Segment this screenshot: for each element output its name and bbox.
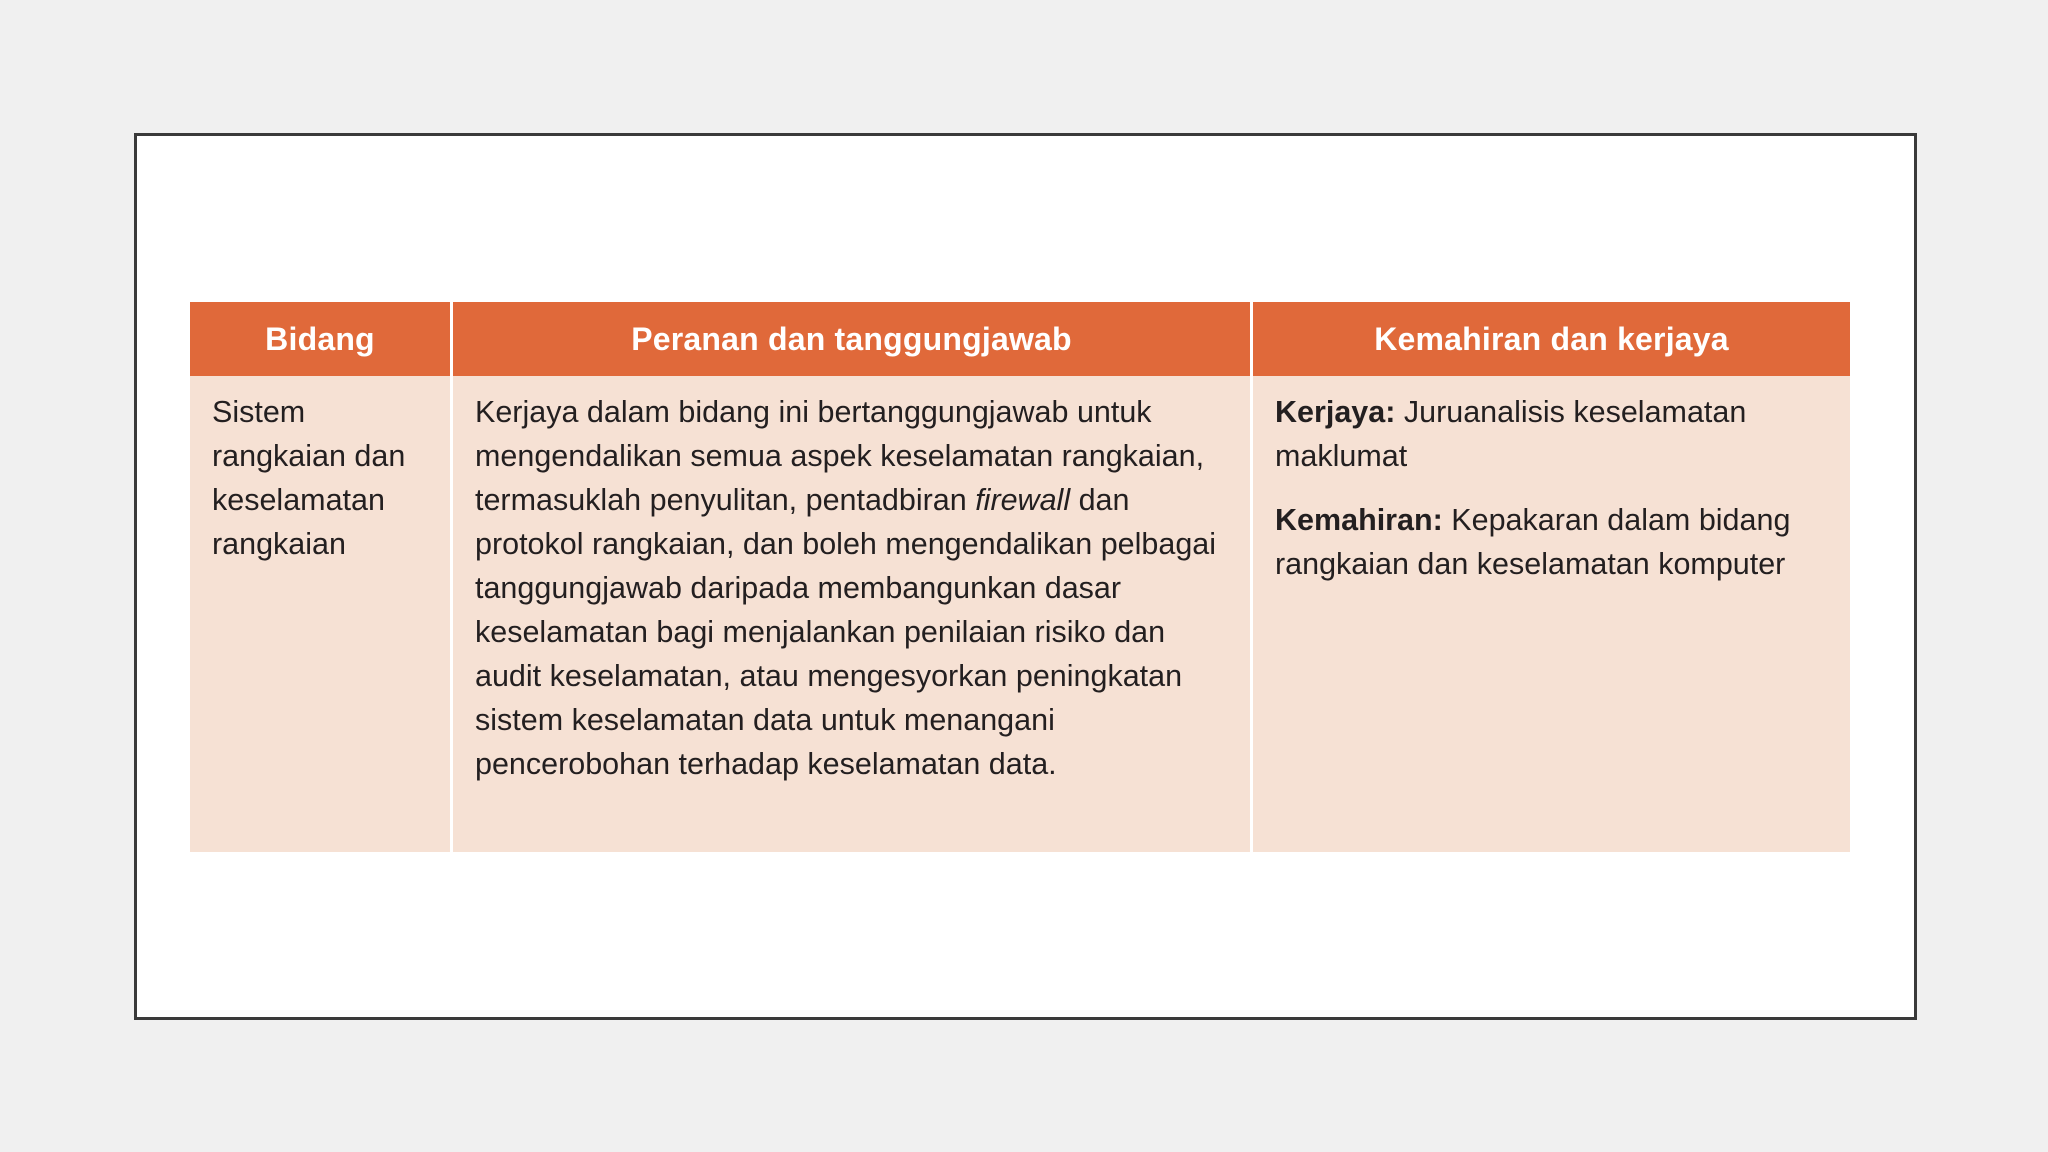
cell-bidang <box>190 376 450 852</box>
kemahiran-text: Kepakaran dalam bidang rangkaian dan keselamatan komputer <box>1275 503 1791 581</box>
career-table <box>190 302 1850 852</box>
kerjaya-text: Juruanalisis keselamatan maklumat <box>1275 395 1747 473</box>
peranan-text-part1: Kerjaya dalam bidang ini bertanggungjawab untuk mengendalikan semua aspek keselamatan rangkaian, termasuklah penyulitan, pentadbiran <box>475 395 1205 517</box>
header-peranan: Peranan dan tanggungjawab <box>450 302 1250 376</box>
peranan-text <box>475 390 1230 786</box>
content-frame <box>134 133 1917 1020</box>
bidang-text: Sistem rangkaian dan keselamatan rangkaian <box>212 395 406 561</box>
cell-peranan <box>450 376 1250 852</box>
header-bidang: Bidang <box>190 302 450 376</box>
header-kemahiran: Kemahiran dan kerjaya <box>1250 302 1850 376</box>
peranan-firewall-term: firewall <box>975 483 1071 517</box>
kemahiran-label: Kemahiran: <box>1275 503 1443 537</box>
peranan-text-part2: dan protokol rangkaian, dan boleh mengendalikan pelbagai tanggungjawab daripada membangunkan dasar keselamatan bagi menjalankan penilaian risiko dan audit keselamatan, atau mengesyorkan peningkatan sistem keselamatan data untuk menangani pencerobohan terhadap keselamatan data. <box>475 483 1217 781</box>
kemahiran-entry <box>1275 498 1830 586</box>
cell-kemahiran <box>1250 376 1850 852</box>
kerjaya-label: Kerjaya: <box>1275 395 1396 429</box>
kerjaya-entry <box>1275 390 1830 478</box>
